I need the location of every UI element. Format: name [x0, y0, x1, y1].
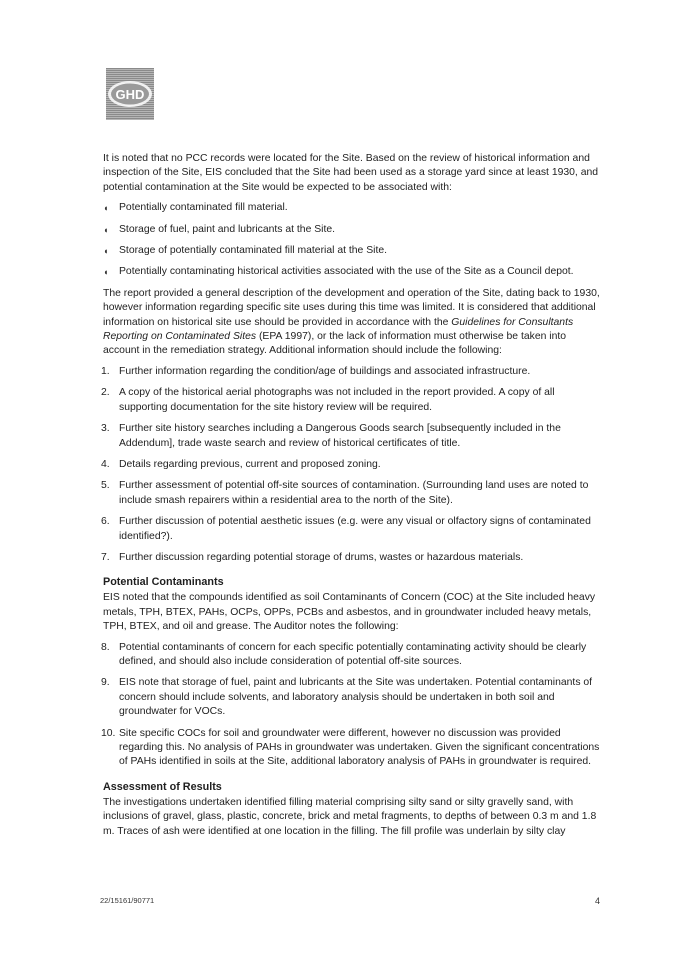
page-number: 4 [595, 896, 601, 906]
auditor-notes-list [103, 641, 600, 770]
bullet-icon: ◖ [103, 203, 109, 214]
list-item: ◖ Potentially contaminating historical activities associated with the use of the Site as a Council depot. [103, 265, 600, 279]
section-heading-results: Assessment of Results [103, 780, 222, 793]
intro-paragraph: It is noted that no PCC records were located for the Site. Based on the review of historical information and inspection of the Site, EIS concluded that the Site had been used as a storage yard since at least 1930, and potential contamination at the Site would be expected to be associated with: [103, 153, 599, 193]
results-paragraph: The investigations undertaken identified filling material comprising silty sand or silty gravelly sand, with inclusions of gravel, glass, plastic, concrete, brick and metal fragments, to depths of between 0.3 m and 1.8 m. Traces of ash were identified at one location in the filling. The fill profile was underlain by silty clay [103, 796, 597, 837]
numbered-item: 1. Further information regarding the condition/age of buildings and associated infrastructure. [101, 365, 531, 377]
numbered-item: 5. Further assessment of potential off-site sources of contamination. (Surrounding land uses are noted to include smash repairers within a residential area to the north of the Site). [101, 480, 589, 506]
numbered-item: 10. Site specific COCs for soil and groundwater were different, however no discussion was provided regarding this. No analysis of PAHs in groundwater was undertaken. Given the significant concentrations of PAHs identified in soils at the Site, additional laboratory analysis of PAHs in groundwater is required. [101, 727, 600, 768]
document-body [103, 152, 600, 845]
document-reference: 22/15161/90771 [100, 896, 155, 905]
bullet-icon: ◖ [103, 224, 109, 235]
bullet-icon: ◖ [103, 267, 109, 278]
numbered-item: 7. Further discussion regarding potential storage of drums, wastes or hazardous materials. [101, 551, 524, 563]
bullet-icon: ◖ [103, 246, 109, 257]
list-item: ◖ Potentially contaminated fill material. [103, 201, 600, 215]
numbered-item: 6. Further discussion of potential aesthetic issues (e.g. were any visual or olfactory signs of contaminated identified?). [101, 516, 591, 542]
list-item: ◖ Storage of potentially contaminated fill material at the Site. [103, 244, 600, 258]
svg-text:GHD: GHD [115, 87, 145, 102]
contaminants-paragraph: EIS noted that the compounds identified as soil Contaminants of Concern (COC) at the Site included heavy metals, TPH, BTEX, PAHs, OCPs, OPPs, PCBs and asbestos, and in groundwater included heavy metals, TPH, BTEX, and oil and grease. The Auditor notes the following: [103, 592, 596, 633]
numbered-item: 2. A copy of the historical aerial photographs was not included in the report provided. A copy of all supporting documentation for the site history review will be required. [101, 387, 555, 413]
numbered-item: 3. Further site history searches including a Dangerous Goods search [subsequently included in the Addendum], trade waste search and review of historical certificates of title. [101, 423, 561, 449]
report-paragraph: The report provided a general description of the development and operation of the Site, dating back to 1930, however information regarding specific site uses during this time was limited. It is considered that additional information on historical site use should be provided in accordance with the Guidelines for Consultants Reporting on Contaminated Sites (EPA 1997), or the lack of information must otherwise be taken into account in the remediation strategy. Additional information should include the following: [103, 287, 600, 357]
ghd-logo [106, 68, 154, 120]
numbered-item: 4. Details regarding previous, current and proposed zoning. [101, 458, 381, 470]
information-requirements-list [103, 365, 600, 565]
guideline-title: Guidelines for Consultants Reporting on Contaminated Sites [103, 316, 574, 343]
contamination-sources-list [103, 201, 600, 280]
numbered-item: 8. Potential contaminants of concern for each specific potentially contaminating activity should be clearly defined, and should also include consideration of potential off-site sources. [101, 641, 587, 667]
section-heading-contaminants: Potential Contaminants [103, 576, 224, 589]
numbered-item: 9. EIS note that storage of fuel, paint and lubricants at the Site was undertaken. Potential contaminants of concern should include solvents, and laboratory analysis should be undertaken in both soil and groundwater for VOCs. [101, 677, 593, 718]
list-item: ◖ Storage of fuel, paint and lubricants at the Site. [103, 223, 600, 237]
